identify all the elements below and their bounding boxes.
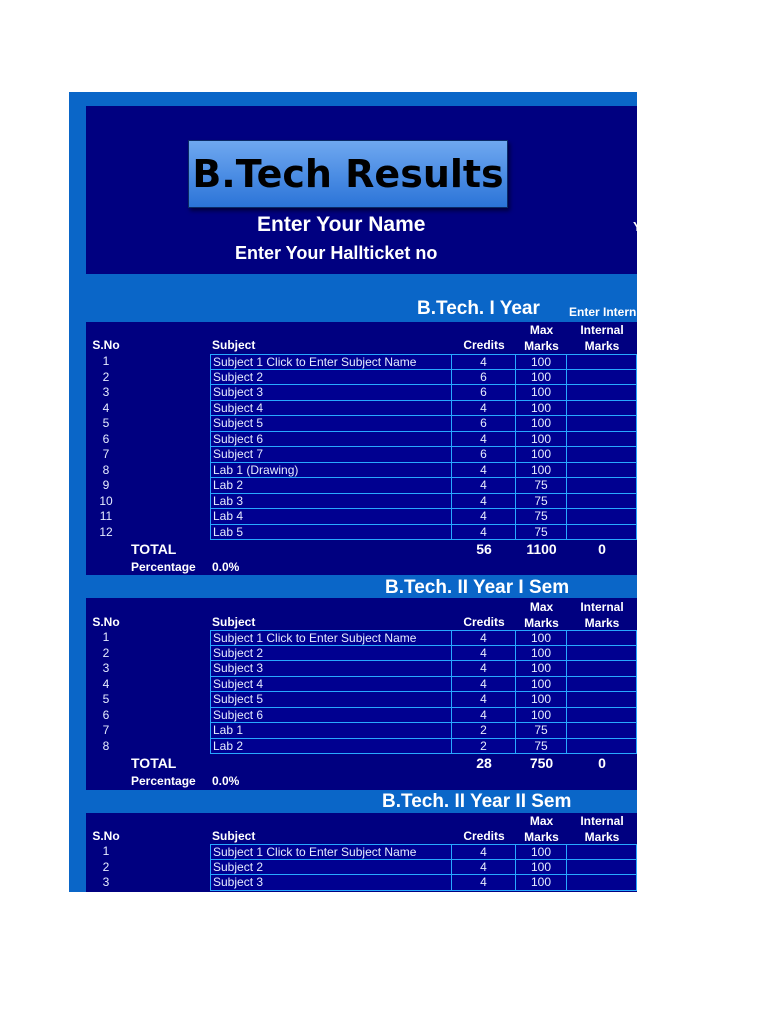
row-sno: 6 [102, 707, 110, 722]
row-sno: 5 [102, 416, 110, 430]
table-row [86, 630, 637, 646]
row-sno: 4 [102, 676, 110, 691]
subject-cell[interactable]: Subject 3 [210, 385, 452, 401]
internal-marks-input[interactable] [567, 844, 637, 860]
table-row [86, 692, 637, 708]
internal-marks-input[interactable] [567, 354, 637, 370]
internal-marks-input[interactable] [567, 494, 637, 510]
table-row [86, 844, 637, 860]
credits-cell: 4 [452, 509, 516, 525]
name-input-cell[interactable]: Enter Your Name [257, 213, 426, 236]
table-row [86, 416, 637, 432]
col-header-internal-marks: Internal Marks [580, 323, 624, 353]
credits-cell: 4 [452, 646, 516, 662]
percentage-label: Percentage [131, 774, 196, 788]
subject-cell[interactable]: Subject 1 Click to Enter Subject Name [210, 844, 452, 860]
row-sno: 6 [102, 431, 110, 446]
section-note: Enter Intern [569, 305, 637, 319]
col-header-credits: Credits [463, 615, 505, 629]
table-row [86, 875, 637, 891]
internal-marks-input[interactable] [567, 463, 637, 479]
row-sno: 4 [102, 400, 110, 415]
col-header-credits: Credits [463, 829, 505, 843]
internal-marks-input[interactable] [567, 860, 637, 876]
credits-cell: 4 [452, 875, 516, 891]
credits-cell: 4 [452, 463, 516, 479]
section-bar-3 [86, 790, 637, 813]
credits-cell: 4 [452, 661, 516, 677]
table-row [86, 354, 637, 370]
subject-cell[interactable]: Lab 2 [210, 739, 452, 755]
row-sno: 9 [102, 478, 110, 492]
subject-cell[interactable]: Lab 3 [210, 494, 452, 510]
internal-marks-input[interactable] [567, 432, 637, 448]
credits-cell: 4 [452, 401, 516, 417]
max-marks-cell: 100 [516, 385, 567, 401]
total-internal-marks: 0 [598, 541, 606, 557]
total-internal-marks: 0 [598, 755, 606, 771]
col-header-internal-marks: Internal Marks [580, 600, 624, 630]
hallticket-input-cell[interactable]: Enter Your Hallticket no [235, 243, 438, 263]
section-bar-1 [86, 274, 637, 322]
col-header-max-marks: Max Marks [524, 600, 559, 630]
subject-cell[interactable]: Lab 4 [210, 509, 452, 525]
percentage-value: 0.0% [212, 560, 240, 574]
subject-cell[interactable]: Subject 3 [210, 661, 452, 677]
max-marks-cell: 100 [516, 463, 567, 479]
table-block-2 [86, 598, 637, 790]
internal-marks-input[interactable] [567, 447, 637, 463]
subject-cell[interactable]: Subject 1 Click to Enter Subject Name [210, 630, 452, 646]
section-heading: B.Tech. II Year II Sem [382, 791, 572, 812]
max-marks-cell: 75 [516, 739, 567, 755]
credits-cell: 4 [452, 677, 516, 693]
internal-marks-input[interactable] [567, 875, 637, 891]
table-row [86, 646, 637, 662]
row-sno: 1 [102, 354, 110, 368]
table-block-3 [86, 813, 637, 892]
subject-cell[interactable]: Lab 5 [210, 525, 452, 541]
max-marks-cell: 100 [516, 661, 567, 677]
credits-cell: 4 [452, 478, 516, 494]
internal-marks-input[interactable] [567, 525, 637, 541]
col-header-sno: S.No [92, 615, 120, 629]
max-marks-cell: 100 [516, 630, 567, 646]
table-row [86, 708, 637, 724]
internal-marks-input[interactable] [567, 509, 637, 525]
credits-cell: 4 [452, 844, 516, 860]
max-marks-cell: 75 [516, 478, 567, 494]
subject-cell[interactable]: Subject 5 [210, 416, 452, 432]
table-block-1 [86, 322, 637, 575]
table-row [86, 447, 637, 463]
credits-cell: 4 [452, 432, 516, 448]
internal-marks-input[interactable] [567, 416, 637, 432]
table-row [86, 478, 637, 494]
table-row [86, 509, 637, 525]
total-label: TOTAL [131, 541, 177, 557]
row-sno: 3 [102, 661, 110, 675]
table-row [86, 723, 637, 739]
max-marks-cell: 75 [516, 723, 567, 739]
table-row [86, 661, 637, 677]
header-panel [86, 106, 657, 274]
max-marks-cell: 100 [516, 677, 567, 693]
side-label: You [633, 219, 657, 234]
credits-cell: 4 [452, 692, 516, 708]
section-heading: B.Tech. II Year I Sem [385, 577, 570, 598]
max-marks-cell: 100 [516, 416, 567, 432]
row-sno: 2 [102, 369, 110, 384]
row-sno: 1 [102, 844, 110, 858]
table-row [86, 401, 637, 417]
max-marks-cell: 75 [516, 525, 567, 541]
col-header-internal-marks: Internal Marks [580, 814, 624, 844]
subject-cell[interactable]: Subject 6 [210, 432, 452, 448]
credits-cell: 4 [452, 525, 516, 541]
subject-cell[interactable]: Lab 2 [210, 478, 452, 494]
table-row [86, 494, 637, 510]
table-row [86, 385, 637, 401]
table-row [86, 860, 637, 876]
internal-marks-input[interactable] [567, 739, 637, 755]
internal-marks-input[interactable] [567, 630, 637, 646]
col-header-max-marks: Max Marks [524, 323, 559, 353]
max-marks-cell: 100 [516, 860, 567, 876]
internal-marks-input[interactable] [567, 646, 637, 662]
subject-cell[interactable]: Subject 2 [210, 646, 452, 662]
subject-cell[interactable]: Subject 4 [210, 677, 452, 693]
credits-cell: 4 [452, 630, 516, 646]
row-sno: 8 [102, 462, 110, 477]
max-marks-cell: 75 [516, 494, 567, 510]
row-sno: 3 [102, 875, 110, 889]
credits-cell: 4 [452, 708, 516, 724]
total-max-marks: 1100 [526, 541, 557, 557]
credits-cell: 6 [452, 447, 516, 463]
subject-cell[interactable]: Lab 1 [210, 723, 452, 739]
max-marks-cell: 100 [516, 370, 567, 386]
internal-marks-input[interactable] [567, 385, 637, 401]
section-bar-2 [86, 575, 637, 598]
table-row [86, 739, 637, 755]
subject-cell[interactable]: Subject 2 [210, 370, 452, 386]
max-marks-cell: 100 [516, 432, 567, 448]
internal-marks-input[interactable] [567, 661, 637, 677]
max-marks-cell: 100 [516, 401, 567, 417]
internal-marks-input[interactable] [567, 708, 637, 724]
total-credits: 28 [476, 755, 492, 771]
page-title: B.Tech Results [188, 140, 508, 208]
row-sno: 11 [99, 509, 113, 523]
max-marks-cell: 100 [516, 646, 567, 662]
col-header-subject: Subject [212, 338, 256, 352]
credits-cell: 2 [452, 723, 516, 739]
credits-cell: 2 [452, 739, 516, 755]
credits-cell: 4 [452, 494, 516, 510]
internal-marks-input[interactable] [567, 677, 637, 693]
table-row [86, 525, 637, 541]
internal-marks-input[interactable] [567, 370, 637, 386]
total-max-marks: 750 [529, 755, 554, 771]
subject-cell[interactable]: Subject 7 [210, 447, 452, 463]
credits-cell: 6 [452, 416, 516, 432]
table-row [86, 677, 637, 693]
credits-cell: 6 [452, 385, 516, 401]
internal-marks-input[interactable] [567, 723, 637, 739]
col-header-subject: Subject [212, 829, 256, 843]
col-header-max-marks: Max Marks [524, 814, 559, 844]
subject-cell[interactable]: Subject 6 [210, 708, 452, 724]
percentage-value: 0.0% [212, 774, 240, 788]
row-sno: 2 [102, 859, 110, 874]
row-sno: 8 [102, 738, 110, 753]
max-marks-cell: 100 [516, 354, 567, 370]
internal-marks-input[interactable] [567, 401, 637, 417]
credits-cell: 6 [452, 370, 516, 386]
row-sno: 7 [102, 723, 110, 737]
subject-cell[interactable]: Subject 2 [210, 860, 452, 876]
col-header-sno: S.No [92, 829, 120, 843]
row-sno: 10 [99, 493, 113, 508]
table-row [86, 370, 637, 386]
col-header-credits: Credits [463, 338, 505, 352]
max-marks-cell: 100 [516, 708, 567, 724]
row-sno: 2 [102, 645, 110, 660]
col-header-subject: Subject [212, 615, 256, 629]
row-sno: 1 [102, 630, 110, 644]
internal-marks-input[interactable] [567, 692, 637, 708]
percentage-label: Percentage [131, 560, 196, 574]
total-label: TOTAL [131, 755, 177, 771]
section-heading: B.Tech. I Year [417, 298, 540, 319]
credits-cell: 4 [452, 354, 516, 370]
table-row [86, 463, 637, 479]
max-marks-cell: 100 [516, 875, 567, 891]
max-marks-cell: 100 [516, 447, 567, 463]
max-marks-cell: 100 [516, 692, 567, 708]
col-header-sno: S.No [92, 338, 120, 352]
total-credits: 56 [476, 541, 492, 557]
subject-cell[interactable]: Subject 3 [210, 875, 452, 891]
table-row [86, 432, 637, 448]
max-marks-cell: 100 [516, 844, 567, 860]
subject-cell[interactable]: Subject 1 Click to Enter Subject Name [210, 354, 452, 370]
row-sno: 3 [102, 385, 110, 399]
row-sno: 5 [102, 692, 110, 706]
row-sno: 7 [102, 447, 110, 461]
subject-cell[interactable]: Subject 4 [210, 401, 452, 417]
subject-cell[interactable]: Lab 1 (Drawing) [210, 463, 452, 479]
results-sheet [69, 92, 657, 892]
max-marks-cell: 75 [516, 509, 567, 525]
internal-marks-input[interactable] [567, 478, 637, 494]
subject-cell[interactable]: Subject 5 [210, 692, 452, 708]
credits-cell: 4 [452, 860, 516, 876]
row-sno: 12 [99, 524, 113, 539]
